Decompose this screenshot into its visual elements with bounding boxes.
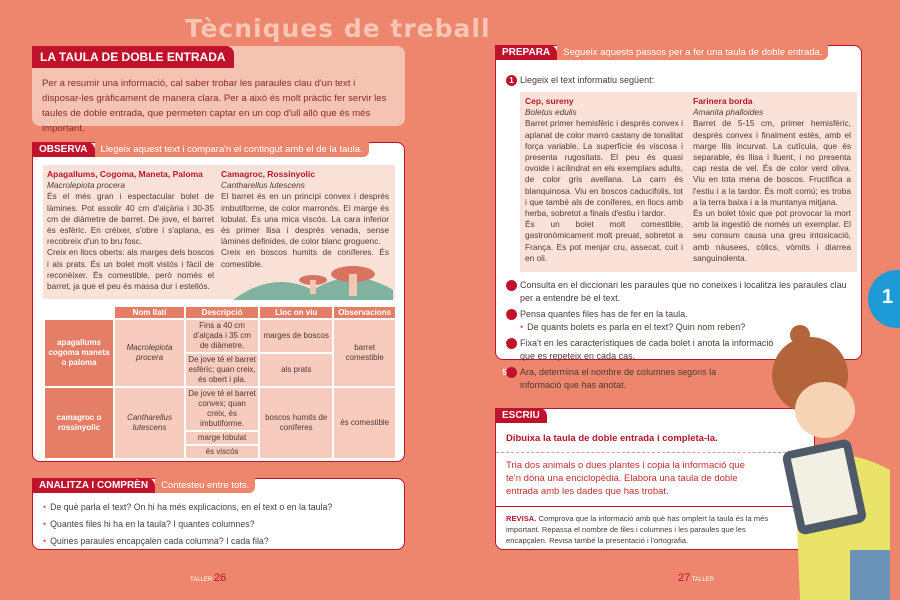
table-cell: marges de boscos	[260, 320, 332, 352]
text-paragraph: És el més gran i espectacular bolet de làmines. Pot assolir 40 cm d'alçària i 30-35 cm de diàmetre de barret. De jove, el barret és esfèric. En créixer, s'obre i s'aplana, es recobreix d'un to bru fosc.	[47, 191, 214, 247]
unit-tab[interactable]: 1	[868, 270, 900, 328]
intro-box	[32, 46, 405, 134]
footer-label: TALLER	[190, 577, 213, 583]
step-number-icon: 3	[506, 309, 517, 320]
table-cell: Macrolepiota procera	[115, 320, 184, 386]
text-paragraph: És un bolet molt comestible, gastronòmicament molt preuat, sobretot a França. Es pot menjar cru, assecat, cuit i en oli.	[525, 219, 683, 263]
intro-heading: LA TAULA DE DOBLE ENTRADA	[32, 46, 234, 68]
table-cell: De jove té el barret esfèric; quan creix, és obert i pla.	[186, 354, 258, 386]
observa-instruction: Llegeix aquest text i compara'n el contingut amb el de la taula.	[95, 142, 369, 157]
text-paragraph: El barret és en un principi convex i després imbutiforme, de color marronós. El marge és lobulat. És una mica viscós. La cara inferior és primer llisa i després venada, sense làmines definides, de color blanc groguenc.	[221, 191, 389, 247]
table-row	[45, 320, 395, 352]
step-number-icon: 1	[506, 75, 517, 86]
prepara-label: PREPARA	[495, 45, 557, 60]
text-amanita	[693, 96, 851, 264]
step-text: Pensa quantes files has de fer en la taula.	[520, 309, 688, 319]
escriu-task: Dibuixa la taula de doble entrada i completa-la.	[506, 433, 718, 444]
table-cell: De jove té el barret convex; quan creix, és imbutiforme.	[186, 388, 258, 430]
text-paragraph: És un bolet tòxic que pot provocar la mort amb la ingestió de només un exemplar. El seu consum causa una greu intoxicació, amb nàusees, còlics, vòmits i diarrea sanguinolenta.	[693, 208, 851, 263]
row-header: apagallums cogoma maneta o paloma	[45, 320, 113, 386]
step-subitem: • De quants bolets es parla en el text? Quin nom reben?	[520, 321, 851, 334]
row-header: camagroc o rossinyolic	[45, 388, 113, 458]
table-row	[45, 388, 395, 430]
step-text: Ara, determina el nombre de columnes segons la informació que has anotat.	[520, 367, 717, 390]
table-cell: Fins a 40 cm d'alçada i 35 cm de diàmetre.	[186, 320, 258, 352]
analitza-box	[32, 478, 405, 550]
question-item: • De què parla el text? On hi ha més explicacions, en el text o en la taula?	[43, 499, 332, 516]
observa-box	[32, 142, 405, 462]
footer-right	[678, 572, 714, 584]
table-header: Descripció	[186, 307, 258, 318]
text-latin: Macrolepiota procera	[47, 180, 125, 191]
question-item: • Quantes files hi ha en la taula? I quantes columnes?	[43, 516, 332, 533]
text-paragraph: Barret de 5-15 cm, primer hemisfèric, després convex i finalment estès, amb el marge llis incurvat. La cutícula, que és separable, és llisa i lluent, i no presenta cap resta de vel. És de color verd oliva. Viu en tota mena de boscos. Fructifica a l'estiu i a la tardor. És molt comú; es troba a la terra baixa i a la muntanya mitjana.	[693, 118, 851, 207]
text-macrolepiota	[47, 169, 214, 292]
girl-with-tablet-illustration	[740, 320, 900, 600]
analitza-instruction: Contesteu entre tots.	[155, 478, 255, 493]
text-paragraph: Creix en llocs oberts: als marges dels boscos i als prats. És un bolet molt vistós i fàcil de reconèixer. És comestible, però només el barret, ja que el peu és massa dur i estellós.	[47, 247, 214, 292]
page-title: Tècniques de treball	[185, 14, 491, 43]
table-header: Lloc on viu	[260, 307, 332, 318]
text-cantharellus	[221, 169, 389, 270]
observa-text-panel	[43, 165, 395, 299]
text-paragraph: Barret primer hemisfèric i després convex i aplanat de color marró castany de tonalitat força variable. La superfície és viscosa i presenta rugositats. El peu és quasi ovoide i acilindrat en els exemplars adults, de color gris avellana. La carn és blanquinosa. Viu en boscos caducifolis, tot i que també als de coníferes, en llocs amb herba, sobretot a finals d'estiu i tardor.	[525, 118, 683, 219]
step-text: Fixa't en les característiques de cada bolet i anota la informació que es repeteix en cada cas.	[520, 338, 774, 361]
step-text: Llegeix el text informatiu següent:	[520, 75, 655, 85]
text-latin: Amanita phalloides	[693, 107, 764, 118]
observa-label: OBSERVA	[32, 142, 95, 157]
table-cell: Cantharellus lutescens	[115, 388, 184, 458]
text-title: Camagroc, Rossinyolic	[221, 169, 316, 179]
revisa-text: Comprova que la informació amb què has omplert la taula és la més important. Repassa el nombre de files i columnes i les paraules que les encapçalen. Revisa també la presentació i l'ortografia.	[506, 514, 769, 545]
table-cell: és viscós	[186, 446, 258, 458]
table-cell: marge lobulat	[186, 432, 258, 444]
step-number-icon: 4	[506, 338, 517, 349]
question-item: • Quines paraules encapçalen cada columna? I cada fila?	[43, 533, 332, 550]
text-paragraph: Creix en boscos humits de coníferes. És comestible.	[221, 247, 389, 269]
escriu-label: ESCRIU	[495, 408, 547, 423]
revisa-label: REVISA.	[506, 514, 537, 523]
text-latin: Cantharellus lutescens	[221, 180, 305, 191]
double-entry-table	[43, 305, 397, 460]
table-header: Observacions	[334, 307, 395, 318]
prepara-box	[495, 45, 862, 390]
prepara-instruction: Segueix aquests passos per a fer una taula de doble entrada.	[557, 45, 828, 60]
text-boletus	[525, 96, 683, 264]
analitza-label: ANALITZA I COMPRÈN	[32, 478, 155, 493]
text-title: Farinera borda	[693, 96, 753, 106]
escriu-extra: Tria dos animals o dues plantes i copia la informació que te'n dóna una enciclopèdia. Elabora una taula de doble entrada amb les dades que has trobat.	[506, 460, 745, 497]
page-number: 26	[213, 572, 227, 584]
table-cell: als prats	[260, 354, 332, 386]
text-title: Cep, sureny	[525, 96, 574, 106]
table-cell: barret comestible	[334, 320, 395, 386]
footer-label: TALLER	[691, 577, 715, 583]
text-latin: Boletus edulis	[525, 107, 577, 118]
intro-text: Per a resumir una informació, cal saber trobar les paraules clau d'un text i disposar-les gràficament de manera clara. Per a això és molt pràctic fer servir les taules de doble entrada, que permeten captar en un cop d'ull allò que és més important.	[42, 78, 387, 134]
prepara-text-panel	[520, 92, 857, 272]
footer-left	[190, 572, 226, 584]
page-number: 27	[678, 572, 691, 584]
table-header: Nom llatí	[115, 307, 184, 318]
table-cell: és comestible	[334, 388, 395, 458]
step-number-icon: 2	[506, 280, 517, 291]
table-cell: boscos humits de coníferes	[260, 388, 332, 458]
step-number-icon: 5	[506, 367, 517, 378]
mushroom-illustration	[233, 260, 393, 300]
text-title: Apagallums, Cogoma, Maneta, Paloma	[47, 169, 203, 179]
step-text: Consulta en el diccionari les paraules que no coneixes i localitza les paraules clau per a entendre bé el text.	[520, 280, 847, 303]
